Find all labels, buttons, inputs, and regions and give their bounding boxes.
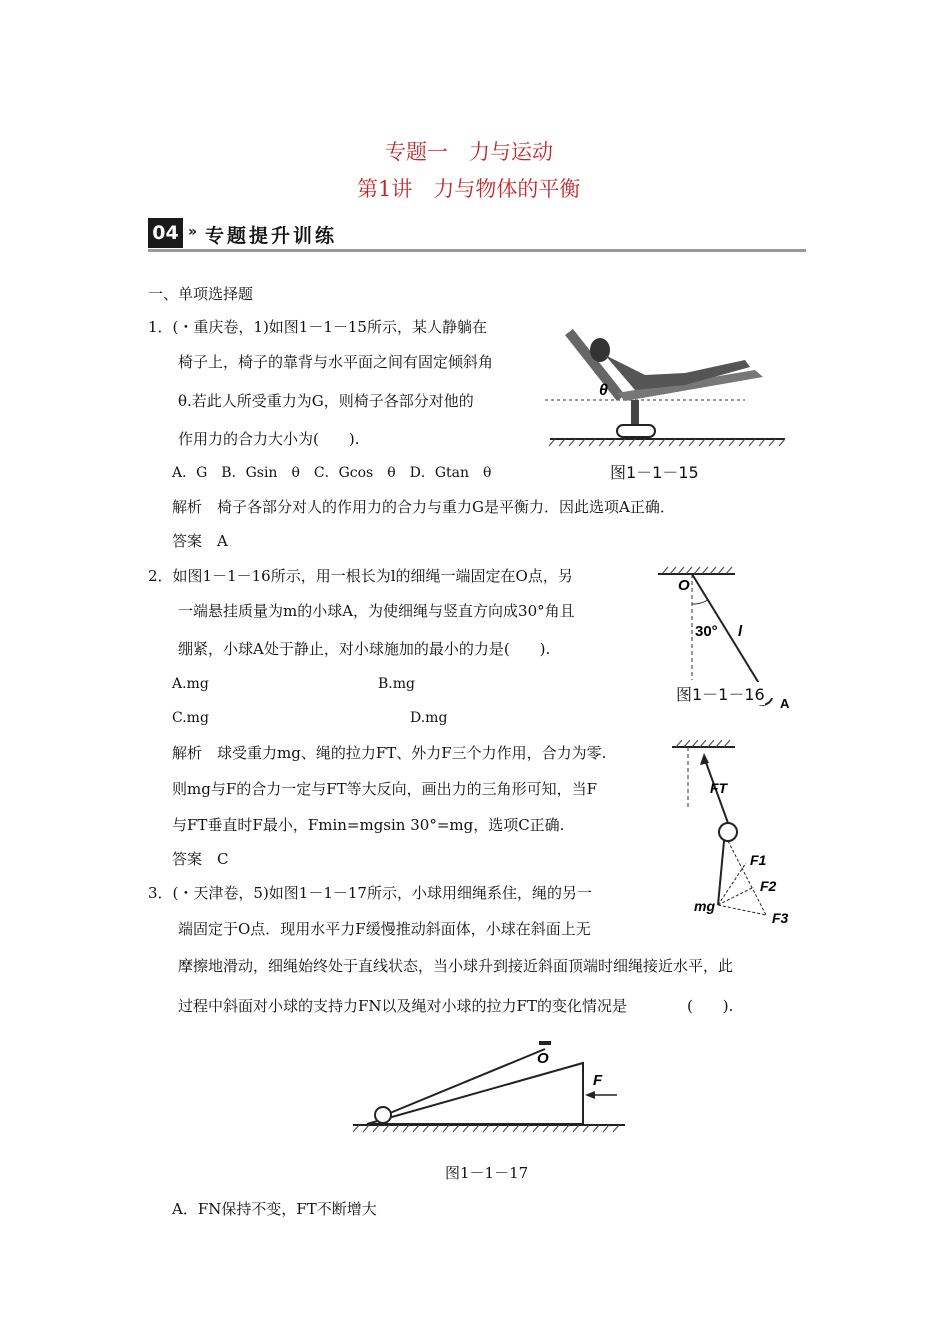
q2-analysis-3: 与FT垂直时F最小，Fmin=mgsin 30°=mg，选项C正确.	[172, 816, 565, 834]
tension-arrowhead	[700, 753, 709, 765]
person-body	[605, 355, 750, 390]
anchor-o	[539, 1041, 551, 1045]
q1-answer: 答案 A	[172, 532, 228, 550]
section-number-badge: 04	[148, 218, 183, 248]
q3-line-1: 3．(・天津卷，5)如图1－1－17所示，小球用细绳系住，绳的另一	[148, 884, 592, 902]
q1-line-2: 椅子上，椅子的靠背与水平面之间有固定倾斜角	[178, 353, 494, 371]
q3-option-a: A．FN保持不变，FT不断增大	[172, 1200, 377, 1218]
theta-label: θ	[599, 382, 608, 399]
banner-divider	[148, 249, 806, 252]
q1-figure-caption: 图1－1－15	[610, 463, 699, 482]
q2-figure-caption: 图1－1－16	[676, 682, 765, 705]
length-label: l	[738, 623, 743, 640]
force-triangle-figure	[660, 735, 810, 935]
label-ft: FT	[710, 780, 728, 796]
q2-line-1: 2．如图1－1－16所示，用一根长为l的细绳一端固定在O点，另	[148, 567, 573, 585]
ball	[375, 1107, 391, 1123]
chair-base	[617, 425, 655, 437]
label-f1: F1	[750, 852, 767, 868]
q1-options: A．G B．Gsin θ C．Gcos θ D．Gtan θ	[172, 465, 492, 481]
label-f3: F3	[772, 910, 789, 926]
q1-line-3: θ.若此人所受重力为G，则椅子各部分对他的	[178, 392, 474, 410]
ball-a-label: A	[780, 696, 790, 710]
ground-hatching	[549, 439, 785, 446]
label-mg: mg	[694, 898, 715, 914]
f3-vector	[718, 905, 766, 915]
recliner-figure	[545, 315, 790, 455]
lesson-title: 第1讲 力与物体的平衡	[357, 177, 581, 201]
ceiling-hatching	[662, 567, 732, 574]
person-head	[590, 338, 610, 362]
section-heading: 一、单项选择题	[148, 285, 254, 303]
q2-analysis-2: 则mg与F的合力一定与FT等大反向，画出力的三角形可知，当F	[172, 780, 598, 798]
q2-analysis-1: 解析 球受重力mg、绳的拉力FT、外力F三个力作用，合力为零.	[172, 744, 607, 762]
q2-option-b: B.mg	[378, 676, 415, 692]
q3-line-2: 端固定于O点．现用水平力F缓慢推动斜面体，小球在斜面上无	[178, 920, 591, 938]
q3-figure-caption: 图1－1－17	[445, 1164, 529, 1182]
mg-vector	[718, 841, 724, 905]
q2-answer: 答案 C	[172, 850, 229, 868]
angle-arc	[692, 600, 708, 604]
label-f2: F2	[760, 878, 777, 894]
q1-analysis: 解析 椅子各部分对人的作用力的合力与重力G是平衡力．因此选项A正确．	[172, 498, 675, 516]
q1-line-4: 作用力的合力大小为( ).	[178, 430, 360, 448]
chair-post	[631, 400, 639, 428]
angle-label: 30°	[695, 623, 718, 640]
force-f-arrowhead	[585, 1091, 595, 1099]
chevron-icon: »	[188, 224, 198, 240]
point-o-label: O	[537, 1050, 549, 1067]
q3-line-4: 过程中斜面对小球的支持力FN以及绳对小球的拉力FT的变化情况是 ( ).	[178, 997, 734, 1015]
q2-option-d: D.mg	[410, 710, 448, 726]
force-f-label: F	[593, 1072, 603, 1089]
chapter-title: 专题一 力与运动	[385, 140, 553, 164]
point-o-label: O	[678, 577, 690, 594]
incline-figure	[345, 1035, 635, 1140]
q3-line-3: 摩擦地滑动，细绳始终处于直线状态，当小球升到接近斜面顶端时细绳接近水平，此	[178, 957, 734, 975]
q2-line-3: 绷紧，小球A处于静止，对小球施加的最小的力是( ).	[178, 640, 551, 658]
q1-line-1: 1．(・重庆卷，1)如图1－1－15所示，某人静躺在	[148, 318, 487, 336]
incline-block	[367, 1063, 583, 1124]
q2-option-a: A.mg	[172, 676, 209, 692]
q2-option-c: C.mg	[172, 710, 209, 726]
q2-line-2: 一端悬挂质量为m的小球A，为使细绳与竖直方向成30°角且	[178, 602, 575, 620]
section-banner-title: 专题提升训练	[205, 225, 338, 247]
ball	[719, 823, 737, 841]
